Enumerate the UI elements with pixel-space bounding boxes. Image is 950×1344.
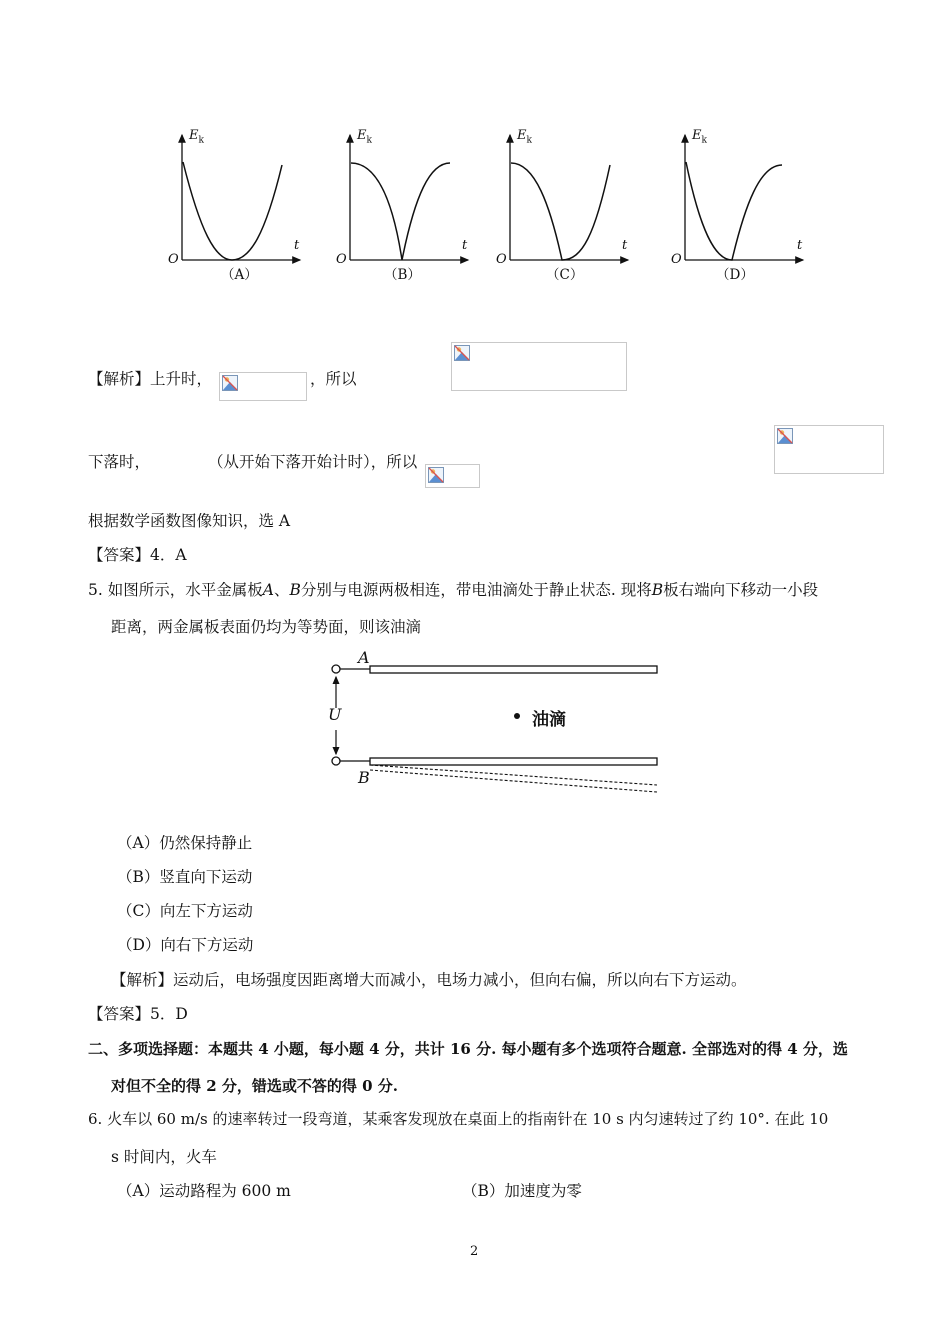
- q5-analysis: [111, 969, 747, 991]
- broken-image-icon: [777, 428, 793, 444]
- curve-b: [351, 163, 450, 260]
- page-number: 2: [470, 1244, 479, 1259]
- answer-tag: 【答案】: [88, 1005, 151, 1023]
- analysis4-conclusion: 根据数学函数图像知识，选 A: [88, 512, 291, 530]
- analysis-tag: 【解析】: [88, 370, 151, 388]
- graph-a: [182, 135, 300, 260]
- q5-sep: 、: [273, 581, 290, 599]
- q6-number: 6.: [88, 1110, 103, 1128]
- curve-c: [511, 163, 610, 260]
- label-u: U: [328, 705, 342, 724]
- q6-line1: [88, 1108, 828, 1130]
- graph-c-origin: O: [496, 252, 507, 267]
- plate-b-moved: [370, 765, 657, 792]
- graph-c-xlabel: t: [622, 238, 628, 253]
- answer5: [88, 1003, 188, 1025]
- fall-label: 下落时，: [88, 453, 151, 471]
- graph-b-caption: （B）: [384, 267, 421, 283]
- q6-option-a: （A）运动路程为 600 m: [117, 1182, 291, 1200]
- graph-a-ylabel: $E_k$: [189, 128, 204, 146]
- graph-b: [350, 135, 468, 260]
- q5-option-a: （A）仍然保持静止: [117, 834, 253, 852]
- q5-text-c: 板右端向下移动一小段: [663, 581, 819, 599]
- broken-formula-image: [774, 425, 884, 474]
- answer-tag: 【答案】: [88, 546, 151, 564]
- oil-droplet: [514, 713, 520, 719]
- q5-line1: [88, 579, 818, 601]
- droplet-label: 油滴: [532, 710, 566, 730]
- graph-b-origin: O: [336, 252, 347, 267]
- graph-c-caption: （C）: [546, 267, 584, 283]
- q5-text-b: 分别与电源两极相连，带电油滴处于静止状态. 现将: [300, 581, 652, 599]
- graph-c: [510, 135, 628, 260]
- analysis-text: 运动后，电场强度因距离增大而减小，电场力减小，但向右偏，所以向右下方运动。: [173, 971, 747, 989]
- q5-option-b: （B）竖直向下运动: [117, 868, 253, 886]
- broken-formula-image: [451, 342, 627, 391]
- q6-text: 火车以 60 m/s 的速率转过一段弯道，某乘客发现放在桌面上的指南针在 10 s 内匀速转过了约 10°. 在此 10: [107, 1110, 829, 1128]
- curve-d: [686, 162, 782, 260]
- q6-line2: s 时间内，火车: [111, 1148, 217, 1166]
- label-b: B: [358, 768, 370, 787]
- q5-number: 5.: [88, 581, 103, 599]
- graph-d-xlabel: t: [797, 238, 803, 253]
- graph-a-origin: O: [168, 252, 179, 267]
- q5-option-c: （C）向左下方运动: [117, 902, 253, 920]
- q5-text-a: 如图所示，水平金属板: [107, 581, 263, 599]
- broken-image-icon: [428, 467, 444, 483]
- analysis4-rise-line: [88, 368, 212, 390]
- graph-a-xlabel: t: [294, 238, 300, 253]
- broken-formula-image: [425, 464, 480, 488]
- q5-line2: 距离，两金属板表面仍均为等势面，则该油滴: [111, 618, 422, 636]
- graph-d-caption: （D）: [716, 267, 754, 283]
- broken-image-icon: [454, 345, 470, 361]
- answer-text: 4．A: [150, 546, 187, 564]
- q6-option-b: （B）加速度为零: [462, 1182, 582, 1200]
- answer-text: 5．D: [150, 1005, 188, 1023]
- answer4: [88, 544, 187, 566]
- rise-so: ，所以: [310, 370, 357, 388]
- fall-note: （从开始下落开始计时），所以: [208, 453, 418, 471]
- rise-label: 上升时，: [150, 370, 213, 388]
- label-a: A: [358, 648, 370, 667]
- analysis-tag: 【解析】: [111, 971, 174, 989]
- graph-b-xlabel: t: [462, 238, 468, 253]
- graph-a-caption: （A）: [221, 267, 258, 283]
- graph-d-origin: O: [671, 252, 682, 267]
- q5-var-b2: B: [651, 581, 664, 599]
- graph-b-ylabel: $E_k$: [357, 128, 372, 146]
- broken-formula-image: [219, 372, 307, 401]
- graph-d-ylabel: $E_k$: [692, 128, 707, 146]
- q5-var-a: A: [262, 581, 274, 599]
- graph-c-ylabel: $E_k$: [517, 128, 532, 146]
- graph-d: [685, 135, 803, 260]
- section2-line1: 二、多项选择题：本题共 4 小题，每小题 4 分，共计 16 分. 每小题有多个选项符合题意. 全部选对的得 4 分，选: [88, 1040, 848, 1058]
- curve-a: [183, 162, 282, 260]
- plate-b: [370, 758, 657, 765]
- q5-option-d: （D）向右下方运动: [117, 936, 254, 954]
- plate-a: [370, 666, 657, 673]
- broken-image-icon: [222, 375, 238, 391]
- section2-line2: 对但不全的得 2 分，错选或不答的得 0 分.: [111, 1077, 398, 1095]
- q5-var-b: B: [289, 581, 301, 599]
- capacitor-svg: [320, 650, 665, 800]
